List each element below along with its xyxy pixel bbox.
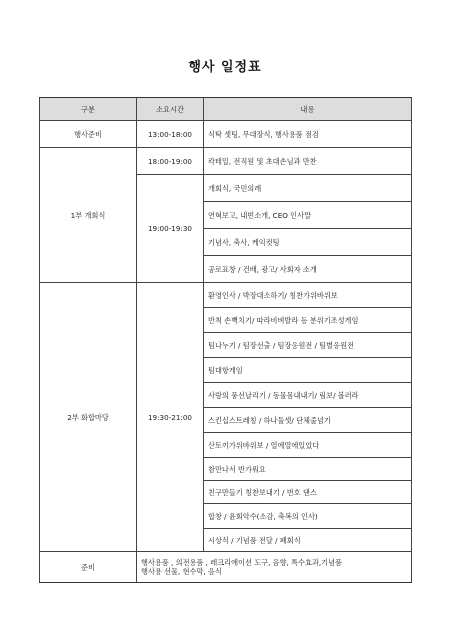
time-part2: 19:30-21:00 [137,283,204,552]
time-part1-b: 19:00-19:30 [137,175,204,283]
category-prep: 행사준비 [40,121,137,148]
content-part2-item: 친구만들기 칭찬보내기 / 번호 댄스 [204,481,412,504]
table-row [40,283,412,308]
content-part2-item: 팀나누기 / 팀장선출 / 팀장응원전 / 팀별응원전 [204,333,412,358]
content-part2-item: 시상식 / 기념품 전달 / 폐회식 [204,529,412,552]
content-prep: 식탁 셋팅, 무대장식, 행사용품 점검 [204,121,412,148]
content-part1-b-item: 기념사, 축사, 케익컷팅 [204,229,412,256]
header-category: 구분 [40,98,137,121]
page-title: 행사 일정표 [188,60,262,75]
category-supplies: 준비 [40,552,137,583]
content-part2-item: 산토끼가위바위보 / 열에열에있었다 [204,433,412,458]
category-part2: 2부 화합마당 [40,283,137,552]
content-part2-item: 환영인사 / 박장대소하기/ 칭찬가위바위보 [204,283,412,308]
header-duration: 소요시간 [137,98,204,121]
table-row [40,552,412,583]
content-part2-item: 팀대항게임 [204,358,412,383]
category-part1: 1부 개회식 [40,148,137,283]
event-schedule-table [39,97,412,583]
content-part2-item: 참만나서 반가워요 [204,458,412,481]
table-row [40,148,412,175]
content-part1-b-item: 개회식, 국민의례 [204,175,412,202]
table-header-row [40,98,412,121]
supplies-line-2: 행사용 선물, 현수막, 음식 [141,567,222,576]
content-part2-item: 사랑의 풍선날리기 / 동물몸내내기/ 림보/ 볼러라 [204,383,412,408]
content-supplies [137,552,412,583]
header-content: 내용 [204,98,412,121]
content-part2-item: 반칙 손뼉치기/ 따라비벼발라 등 분위기조성게임 [204,308,412,333]
table-row [40,121,412,148]
content-part2-item: 합창 / 윤회악수(소감, 축복의 인사) [204,504,412,529]
supplies-line-1: 행사용품 , 의전용품 , 레크리에이션 도구, 음향, 특수효과,기념품 [141,558,342,567]
time-prep: 13:00-18:00 [137,121,204,148]
content-part2-item: 스킨십스트레칭 / 하나둘셋/ 단체줄넘기 [204,408,412,433]
content-part1-b-item: 공로표창 / 건배, 광고/ 사회자 소개 [204,256,412,283]
content-part1-b-item: 연혁보고, 내빈소개, CEO 인사말 [204,202,412,229]
time-part1-a: 18:00-19:00 [137,148,204,175]
content-part1-a: 칵테일, 전직원 및 초대손님과 만찬 [204,148,412,175]
